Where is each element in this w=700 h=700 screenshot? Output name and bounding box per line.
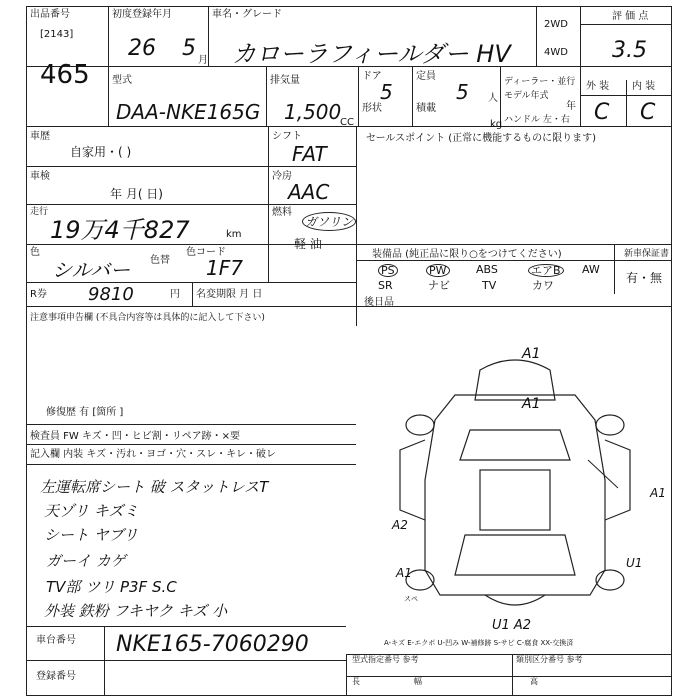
chassis-label: 車台番号 bbox=[36, 635, 76, 646]
lot-code: [2143] bbox=[40, 29, 74, 40]
month-unit: 月 bbox=[198, 55, 208, 66]
equip-aw: AW bbox=[582, 263, 600, 276]
exterior-label: 外 装 bbox=[586, 81, 610, 92]
interior-grade: C bbox=[640, 100, 656, 125]
doors-value: 5 bbox=[380, 80, 393, 104]
color-code-value: 1F7 bbox=[206, 256, 243, 280]
dealer-label: ディーラー・並行 bbox=[504, 77, 576, 87]
color-no-label: 色替 bbox=[150, 255, 170, 266]
fuel-value: ガソリン bbox=[302, 212, 356, 231]
warranty-value: 有・無 bbox=[626, 271, 663, 285]
load-label: 積載 bbox=[416, 103, 436, 114]
capacity-value: 5 bbox=[456, 80, 469, 104]
ac-value: AAC bbox=[288, 180, 330, 204]
history-label: 車歴 bbox=[30, 131, 50, 142]
equip-ps: PS bbox=[378, 264, 398, 277]
displacement-label: 排気量 bbox=[270, 75, 300, 86]
repair-history: 修復歴 有 [箇所 ] bbox=[46, 407, 124, 418]
fuel-diesel: 軽 油 bbox=[294, 237, 322, 251]
shape-label: 形状 bbox=[362, 103, 382, 114]
equip-navi: ナビ bbox=[428, 279, 450, 292]
model-name-label: 車名・グレード bbox=[212, 9, 282, 20]
recorder-row: 記入欄 内装 キズ・汚れ・ヨゴ・穴・スレ・キレ・破レ bbox=[30, 449, 277, 460]
handle-label: ハンドル 左・右 bbox=[504, 115, 570, 125]
equipment-label: 装備品 (純正品に限り○をつけてください) bbox=[372, 249, 562, 260]
displacement-value: 1,500 bbox=[284, 100, 342, 124]
km-unit: km bbox=[226, 229, 242, 240]
chassis-value: NKE165-7060290 bbox=[116, 632, 309, 657]
first-registration-label: 初度登録年月 bbox=[112, 9, 172, 20]
color-code-label: 色コード bbox=[186, 247, 226, 258]
exterior-grade: C bbox=[594, 100, 610, 125]
category-label: 類別区分番号 参考 bbox=[516, 655, 583, 664]
2wd-label: 2WD bbox=[544, 19, 568, 30]
registration-year: 26 bbox=[128, 36, 156, 61]
equip-leather: カワ bbox=[532, 279, 554, 292]
inspector-row: 検査員 FW キズ・凹・ヒビ割・リペア跡・×要 bbox=[30, 431, 240, 442]
recycle-label: R券 bbox=[30, 289, 47, 300]
capacity-label: 定員 bbox=[416, 71, 436, 82]
equip-airbag: エアB bbox=[528, 264, 564, 277]
damage-hood-label: A1 bbox=[522, 396, 541, 412]
warranty-label: 新車保証書 bbox=[624, 249, 670, 259]
damage-left-label: A2 bbox=[392, 518, 408, 532]
damage-front-label: A1 bbox=[522, 346, 541, 362]
lot-number-label: 出品番号 bbox=[30, 9, 70, 20]
remark-1: 左運転席シート 破 スタットレスT bbox=[40, 478, 269, 496]
kg-unit: kg bbox=[490, 119, 503, 130]
remark-4: ガーイ カゲ bbox=[46, 552, 126, 570]
model-name: カローラフィールダー HV bbox=[232, 40, 511, 68]
4wd-label: 4WD bbox=[544, 47, 568, 58]
notes-label: 注意事項申告欄 (不具合内容等は具体的に記入して下さい) bbox=[30, 313, 265, 323]
color-value: シルバー bbox=[52, 258, 131, 282]
fuel-label: 燃料 bbox=[272, 207, 292, 218]
equip-sr: SR bbox=[378, 279, 393, 292]
remark-3: シート ヤブリ bbox=[44, 526, 139, 544]
mileage-label: 走行 bbox=[30, 207, 49, 217]
history-value: 自家用・( ) bbox=[70, 145, 132, 159]
sales-points-label: セールスポイント (正常に機能するものに限ります) bbox=[366, 133, 597, 144]
type-designation-label: 型式指定番号 参考 bbox=[352, 655, 419, 664]
remark-2: 天ゾリ キズミ bbox=[44, 502, 139, 520]
damage-right-rear-label: U1 bbox=[626, 556, 643, 570]
yen-unit: 円 bbox=[170, 289, 180, 300]
equip-pw: PW bbox=[426, 264, 450, 277]
equip-abs: ABS bbox=[476, 263, 498, 276]
recycle-value: 9810 bbox=[88, 284, 134, 305]
car-diagram bbox=[360, 340, 670, 630]
mileage-value: 19万4千827 bbox=[50, 216, 190, 244]
damage-rear-label: U1 A2 bbox=[492, 618, 532, 633]
equip-tv: TV bbox=[482, 279, 497, 292]
cc-unit: CC bbox=[340, 117, 354, 128]
shift-label: シフト bbox=[272, 131, 302, 142]
remark-5: TV部 ツリ P3F S.C bbox=[46, 578, 177, 596]
length-label: 長 bbox=[352, 677, 360, 686]
persons-unit: 人 bbox=[488, 93, 498, 104]
registration-month: 5 bbox=[182, 36, 196, 61]
lot-number: 465 bbox=[40, 60, 90, 90]
damage-left-rear-label: A1 bbox=[396, 566, 412, 580]
grade-label: 評 価 点 bbox=[612, 11, 649, 22]
color-label: 色 bbox=[30, 247, 40, 258]
doors-label: ドア bbox=[362, 71, 382, 82]
year-unit: 年 bbox=[566, 101, 576, 112]
width-label: 幅 bbox=[414, 677, 422, 686]
height-label: 高 bbox=[530, 677, 538, 686]
inspection-label: 車検 bbox=[30, 171, 50, 182]
model-code: DAA-NKE165G bbox=[116, 100, 261, 124]
model-year-label: モデル年式 bbox=[504, 91, 549, 101]
remark-6: 外装 鉄粉 フキヤク キズ 小 bbox=[44, 602, 228, 620]
registration-number-label: 登録番号 bbox=[36, 671, 76, 682]
rear-seat-label: 後日品 bbox=[364, 297, 394, 308]
damage-right-label: A1 bbox=[650, 486, 666, 500]
mirror-label: スペ bbox=[404, 595, 418, 603]
ac-label: 冷房 bbox=[272, 171, 292, 182]
name-change-label: 名変期限 月 日 bbox=[196, 289, 263, 300]
shift-value: FAT bbox=[292, 142, 327, 166]
model-code-label: 型式 bbox=[112, 75, 132, 86]
damage-legend: A-キズ E-エクボ U-凹み W-補修跡 S-サビ C-腐食 XX-交換済 bbox=[384, 639, 574, 647]
inspection-value: 年 月( 日) bbox=[110, 187, 163, 201]
interior-label: 内 装 bbox=[632, 81, 656, 92]
grade-value: 3.5 bbox=[612, 38, 647, 63]
